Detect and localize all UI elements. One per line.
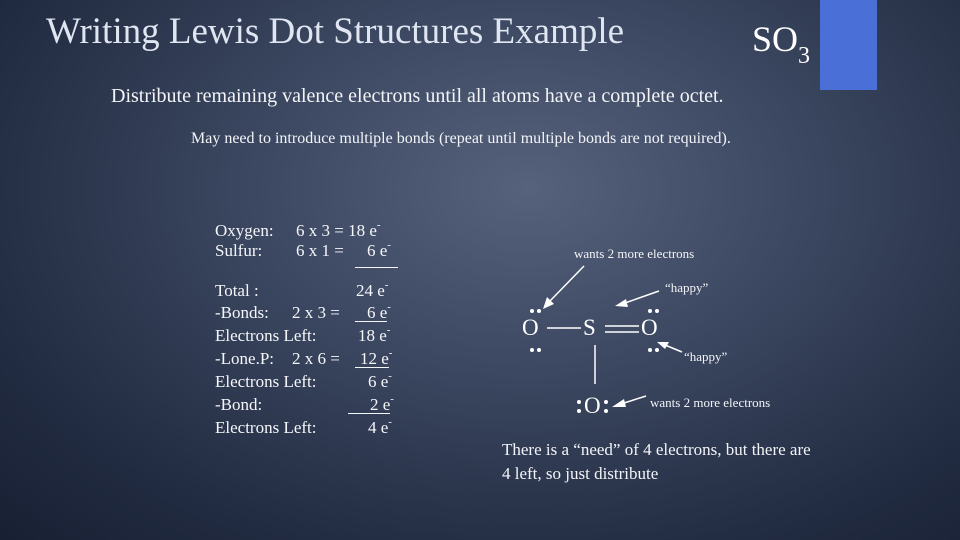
note-happy-top: “happy” (665, 280, 709, 295)
note-wants-top: wants 2 more electrons (574, 246, 695, 261)
calc-total-label: Total : (215, 281, 259, 300)
calc-left2-value-text: 6 e (368, 372, 389, 391)
calc-lonep-label: -Lone.P: (215, 349, 275, 368)
electron-sup: - (387, 301, 391, 313)
electron-dot (604, 400, 608, 404)
calc-oxygen-expr-text: 6 x 3 = 18 e (296, 221, 377, 240)
electron-dot (648, 348, 652, 352)
slide-title: Writing Lewis Dot Structures Example (46, 11, 625, 52)
formula-base: SO (752, 19, 799, 59)
electron-dot (577, 409, 581, 413)
electron-sup: - (390, 393, 394, 405)
bullet-level-1: Distribute remaining valence electrons until all atoms have a complete octet. (111, 85, 724, 107)
calc-left2-label: Electrons Left: (215, 372, 317, 391)
calc-lonep-value-text: 12 e (355, 350, 389, 368)
electron-dot (537, 309, 541, 313)
calc-bonds-expr: 2 x 3 = (292, 303, 340, 322)
calc-bonds-value-text: 6 e (355, 304, 387, 322)
calc-left3-label: Electrons Left: (215, 418, 317, 437)
electron-dot (655, 309, 659, 313)
electron-dot (537, 348, 541, 352)
calc-bond-value-text: 2 e (348, 396, 390, 414)
conclusion-text: There is a “need” of 4 electrons, but there are 4 left, so just distribute (502, 440, 811, 483)
electron-sup: - (376, 219, 381, 231)
electron-sup: - (387, 239, 391, 251)
calc-lonep-expr: 2 x 6 = (292, 349, 340, 368)
calc-oxygen-label: Oxygen: (215, 221, 274, 240)
arrow-head-happy-top (615, 299, 628, 307)
electron-dot (655, 348, 659, 352)
note-happy-right: “happy” (684, 349, 728, 364)
formula-subscript: 3 (798, 43, 811, 69)
calc-sulfur-value-text: 6 e (367, 241, 388, 260)
electron-dot (648, 309, 652, 313)
electron-dot (604, 409, 608, 413)
electron-sup: - (384, 279, 389, 291)
electron-sup: - (388, 347, 393, 359)
sulfur-atom: S (583, 315, 596, 340)
arrow-shaft-top (549, 266, 584, 302)
calc-total-value-text: 24 e (356, 281, 385, 300)
calc-left1-value-text: 18 e (358, 326, 387, 345)
electron-sup: - (388, 416, 392, 428)
calc-bond-label: -Bond: (215, 395, 263, 414)
electron-dot (530, 309, 534, 313)
arrow-head-bottom (612, 399, 626, 407)
bullet-level-2: May need to introduce multiple bonds (repeat until multiple bonds are not required). (191, 130, 731, 147)
electron-sup: - (388, 370, 392, 382)
calc-sulfur-expr: 6 x 1 = (296, 241, 344, 260)
oxygen-atom-left: O (522, 315, 539, 340)
electron-dot (577, 400, 581, 404)
arrow-shaft-happy-right (665, 345, 682, 352)
oxygen-atom-bottom: O (584, 393, 601, 418)
electron-sup: - (386, 324, 391, 336)
oxygen-atom-right: O (641, 315, 658, 340)
calc-sulfur-label: Sulfur: (215, 241, 263, 260)
calc-left3-value-text: 4 e (368, 418, 389, 437)
electron-dot (530, 348, 534, 352)
note-wants-bottom: wants 2 more electrons (650, 395, 771, 410)
arrow-shaft-happy-top (625, 291, 659, 303)
calc-bonds-label: -Bonds: (215, 303, 269, 322)
calc-left1-label: Electrons Left: (215, 326, 317, 345)
